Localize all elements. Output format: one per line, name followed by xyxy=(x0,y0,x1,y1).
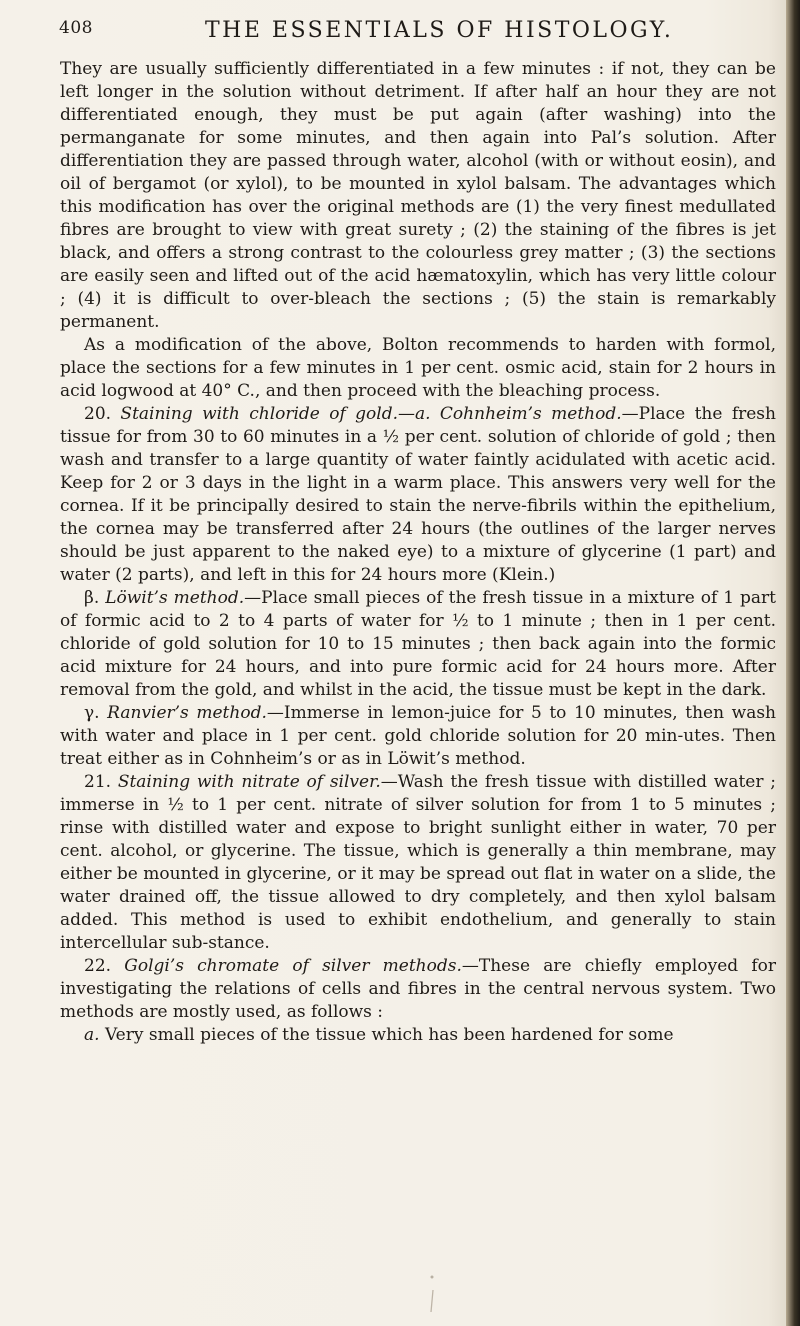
section-text: —Immerse in lemon-juice for 5 to 10 minutes, then wash with water and place in 1 per cent. gold chloride solution for 20 min-utes. Then treat either as in Cohnheim’s or as in Löwit’s method. xyxy=(60,703,777,769)
paragraph-bolton: As a modification of the above, Bolton recommends to harden with formol, place the sections for a few minutes in 1 per cent. osmic acid, stain for 2 hours in acid logwood at 40° C., and then proceed with the bleaching process. xyxy=(60,335,776,401)
book-spine-shadow xyxy=(786,0,800,1326)
section-21-silver-nitrate xyxy=(60,771,776,955)
section-20-gold-chloride xyxy=(60,403,776,587)
section-lowit-method xyxy=(60,587,776,702)
method-marker: a. xyxy=(84,1025,105,1045)
section-text: —Place the fresh tissue for from 30 to 60 minutes in a ½ per cent. solution of chloride of gold ; then wash and transfer to a large quantity of water faintly acidulated with acetic acid. Keep for 2 or 3 days in the light in a warm place. This answers very well for the cornea. If it be principally desired to stain the nerve-fibrils within the epithelium, the cornea may be transferred after 24 hours (the outlines of the larger nerves should be just apparent to the naked eye) to a mixture of glycerine (1 part) and water (2 parts), and left in this for 24 hours more (Klein.) xyxy=(60,404,776,585)
section-heading: Staining with nitrate of silver. xyxy=(117,772,381,792)
page-body xyxy=(60,58,776,1047)
section-heading: Golgi’s chromate of silver methods. xyxy=(124,956,462,976)
section-text: —Place small pieces of the fresh tissue in a mixture of 1 part of formic acid to 2 to 4 parts of water for ½ to 1 minute ; then in 1 per cent. chloride of gold solution for 10 to 15 minutes ; then back again into the formic acid mixture for 24 hours, and into pure formic acid for 24 hours more. After removal from the gold, and whilst in the acid, the tissue must be kept in the dark. xyxy=(60,588,776,700)
method-a-paragraph xyxy=(60,1024,776,1047)
section-number: 20. xyxy=(84,404,121,424)
speck-icon xyxy=(428,1274,438,1314)
section-marker: β. xyxy=(84,588,106,608)
section-heading: Staining with chloride of gold.—a. Cohnheim’s method. xyxy=(120,404,622,424)
section-ranvier-method xyxy=(60,702,776,771)
section-heading: Löwit’s method. xyxy=(105,588,245,608)
running-head: THE ESSENTIALS OF HISTOLOGY. xyxy=(205,18,674,43)
paragraph-1: They are usually sufficiently differentiated in a few minutes : if not, they can be left longer in the solution without detriment. If after half an hour they are not differentiated enough, they must be put again (after washing) into the permanganate for some minutes, and then again into Pal’s solution. After differentiation they are passed through water, alcohol (with or without eosin), and oil of bergamot (or xylol), to be mounted in xylol balsam. The advantages which this modification has over the original methods are (1) the very finest medullated fibres are brought to view with great surety ; (2) the staining of the fibres is jet black, and offers a strong contrast to the colourless grey matter ; (3) the sections are easily seen and lifted out of the acid hæmatoxylin, which has very little colour ; (4) it is difficult to over-bleach the sections ; (5) the stain is remarkably permanent. xyxy=(60,59,776,332)
section-22-golgi-methods xyxy=(60,955,776,1024)
method-text: Very small pieces of the tissue which has been hardened for some xyxy=(104,1025,674,1045)
section-marker: γ. xyxy=(84,703,108,723)
section-text: —Wash the fresh tissue with distilled water ; immerse in ½ to 1 per cent. nitrate of silver solution for from 1 to 5 minutes ; rinse with distilled water and expose to bright sunlight either in water, 70 per cent. alcohol, or glycerine. The tissue, which is generally a thin membrane, may either be mounted in glycerine, or it may be spread out flat in water on a slide, the water drained off, the tissue allowed to dry completely, and then xylol balsam added. This method is used to exhibit endothelium, and generally to stain intercellular sub-stance. xyxy=(60,772,776,953)
page-header xyxy=(0,18,790,48)
section-text: —These are chiefly employed for investigating the relations of cells and fibres in the central nervous system. Two methods are mostly used, as follows : xyxy=(60,956,776,1022)
section-number: 21. xyxy=(84,772,118,792)
section-number: 22. xyxy=(84,956,125,976)
page-number: 408 xyxy=(59,18,93,38)
page-speck-marks xyxy=(428,1274,438,1314)
section-heading: Ranvier’s method. xyxy=(107,703,267,723)
